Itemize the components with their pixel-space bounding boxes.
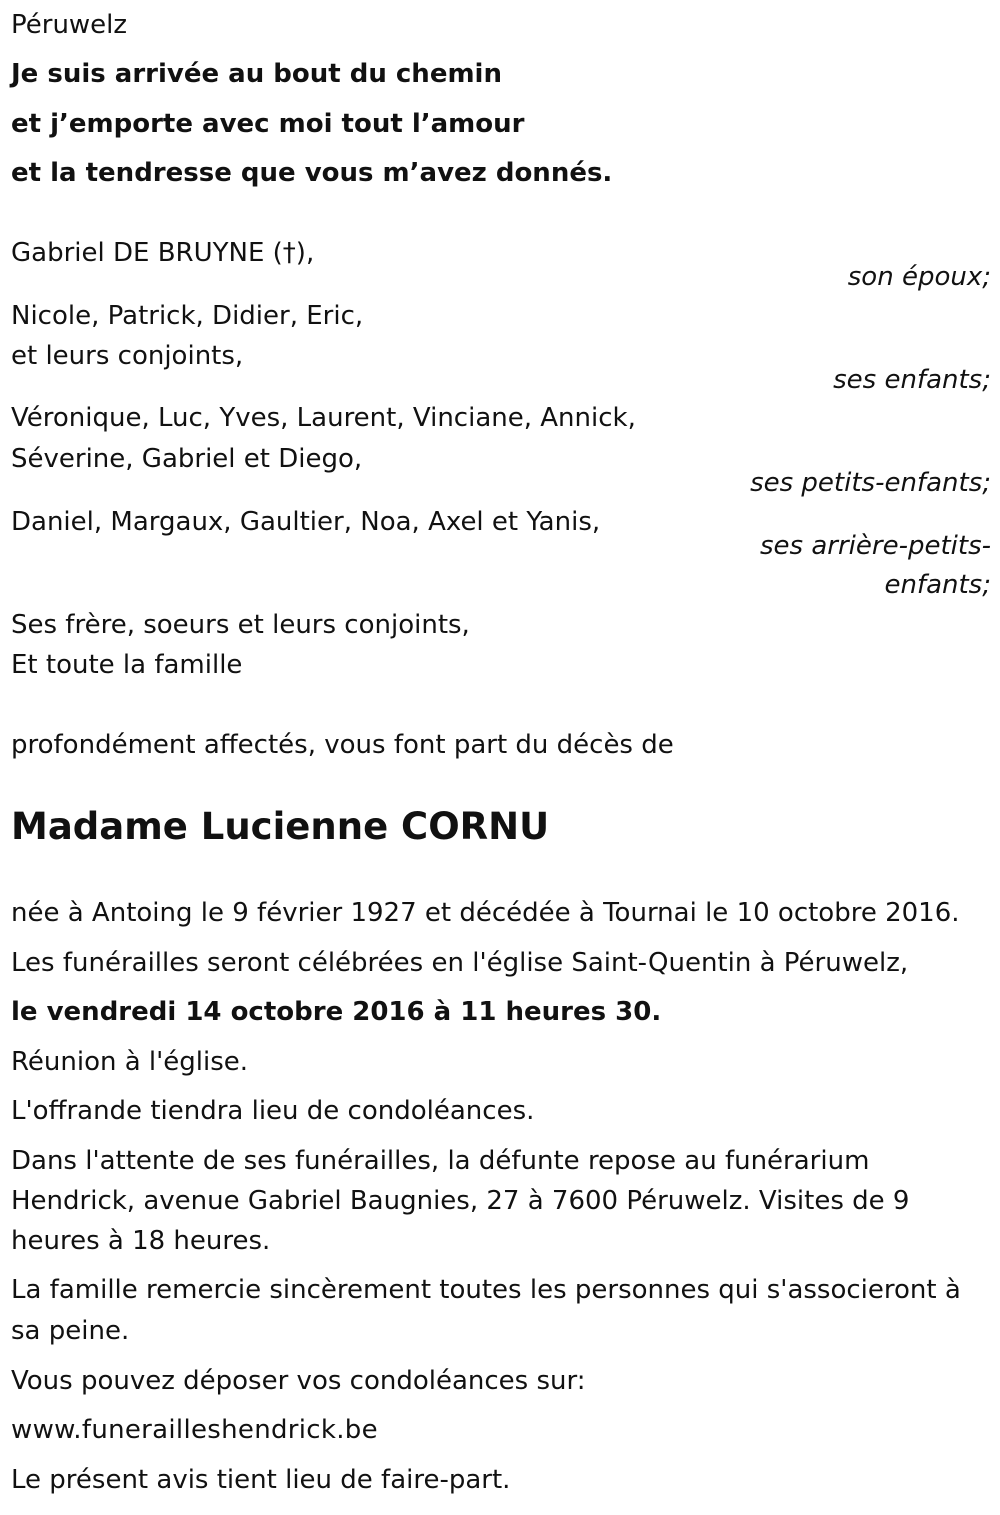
children-role: ses enfants;: [833, 365, 991, 395]
birth-death-line: née à Antoing le 9 février 1927 et décédée à Tournai le 10 octobre 2016.: [11, 898, 960, 928]
children-names: Nicole, Patrick, Didier, Eric,: [11, 301, 364, 331]
grandchildren-names-2: Séverine, Gabriel et Diego,: [11, 444, 363, 474]
poem-line-2: et j’emporte avec moi tout l’amour: [11, 109, 525, 139]
funeral-date-line: le vendredi 14 octobre 2016 à 11 heures 30.: [11, 997, 662, 1027]
notice-line: Le présent avis tient lieu de faire-part.: [11, 1465, 511, 1495]
children-spouses: et leurs conjoints,: [11, 341, 244, 371]
deceased-name: Madame Lucienne CORNU: [11, 805, 550, 848]
greatgrandchildren-role-2: enfants;: [884, 570, 991, 600]
spouse-role: son époux;: [847, 262, 991, 292]
greatgrandchildren-role-1: ses arrière-petits-: [760, 531, 991, 561]
siblings-line: Ses frère, soeurs et leurs conjoints,: [11, 610, 470, 640]
rest-line-3: heures à 18 heures.: [11, 1226, 271, 1256]
rest-line-1: Dans l'attente de ses funérailles, la défunte repose au funérarium: [11, 1146, 870, 1176]
grandchildren-role: ses petits-enfants;: [750, 468, 991, 498]
thanks-line-1: La famille remercie sincèrement toutes les personnes qui s'associeront à: [11, 1275, 961, 1305]
poem-line-1: Je suis arrivée au bout du chemin: [11, 59, 502, 89]
condolences-line: Vous pouvez déposer vos condoléances sur:: [11, 1366, 586, 1396]
thanks-line-2: sa peine.: [11, 1316, 130, 1346]
rest-line-2: Hendrick, avenue Gabriel Baugnies, 27 à 7600 Péruwelz. Visites de 9: [11, 1186, 910, 1216]
poem-line-3: et la tendresse que vous m’avez donnés.: [11, 158, 613, 188]
spouse-name: Gabriel DE BRUYNE (†),: [11, 238, 315, 268]
announcement-text: profondément affectés, vous font part du décès de: [11, 730, 674, 760]
funeral-place-line: Les funérailles seront célébrées en l'église Saint-Quentin à Péruwelz,: [11, 948, 909, 978]
city-header: Péruwelz: [11, 10, 128, 40]
offering-line: L'offrande tiendra lieu de condoléances.: [11, 1096, 535, 1126]
website-link[interactable]: www.funerailleshendrick.be: [11, 1415, 378, 1445]
grandchildren-names-1: Véronique, Luc, Yves, Laurent, Vinciane, Annick,: [11, 403, 636, 433]
meeting-line: Réunion à l'église.: [11, 1047, 249, 1077]
family-line: Et toute la famille: [11, 650, 243, 680]
greatgrandchildren-names: Daniel, Margaux, Gaultier, Noa, Axel et Yanis,: [11, 507, 601, 537]
